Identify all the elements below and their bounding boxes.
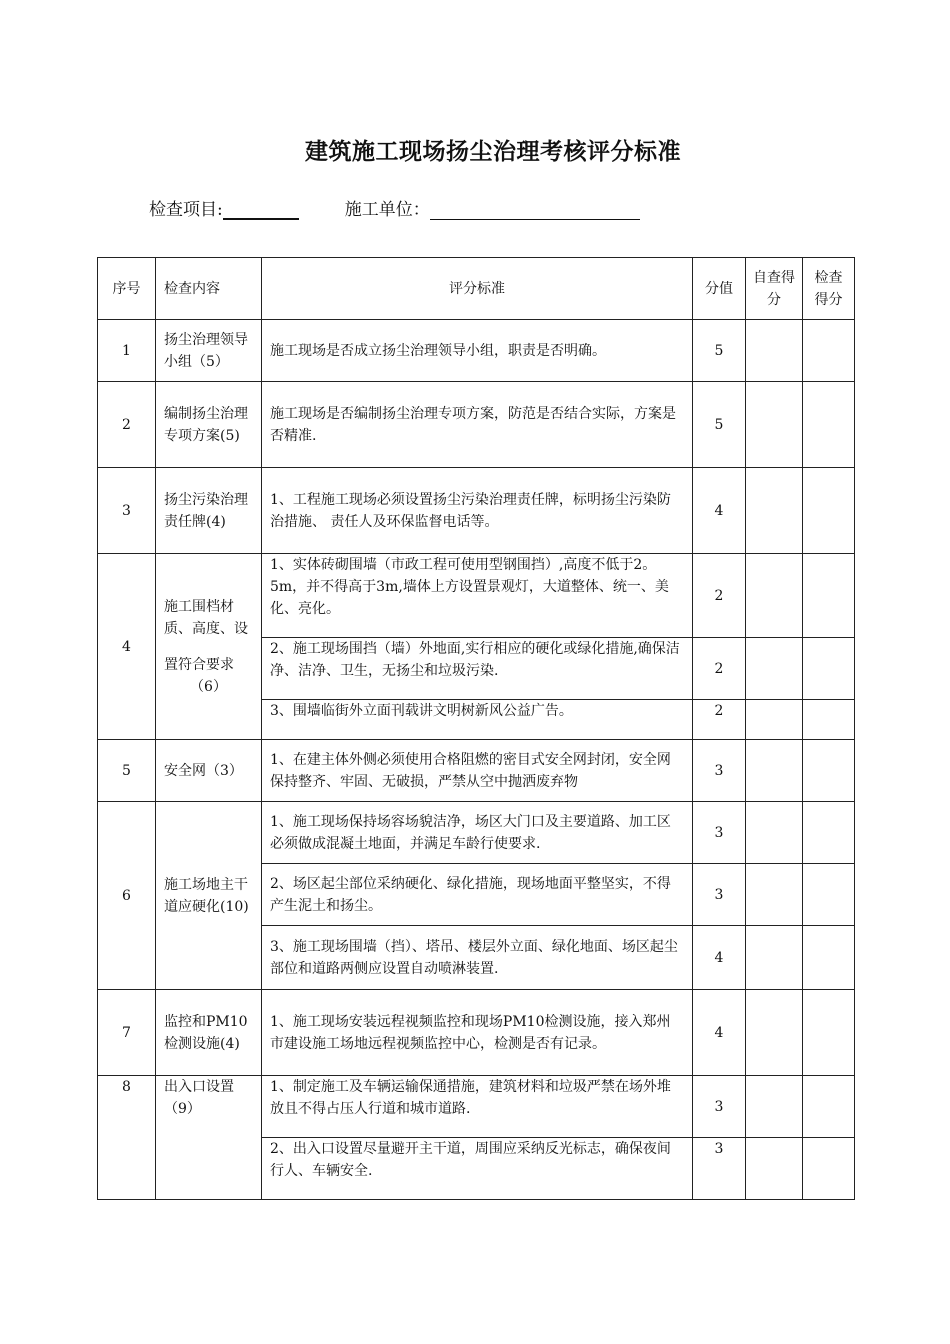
table-row [98, 990, 855, 1076]
table-row [98, 740, 855, 802]
self-score-cell[interactable] [746, 864, 803, 926]
row-no: 1 [98, 320, 156, 382]
scoring-table [97, 257, 855, 1200]
page-title: 建筑施工现场扬尘治理考核评分标准 [305, 139, 681, 165]
check-score-cell[interactable] [803, 468, 855, 554]
check-score-cell[interactable] [803, 864, 855, 926]
check-score-cell[interactable] [803, 700, 855, 740]
check-score-cell[interactable] [803, 990, 855, 1076]
row-standard: 施工现场是否成立扬尘治理领导小组，职责是否明确。 [262, 320, 693, 382]
row-no: 2 [98, 382, 156, 468]
self-score-cell[interactable] [746, 802, 803, 864]
project-blank[interactable] [223, 200, 299, 220]
row-content-line: 置符合要求 [164, 656, 234, 673]
check-score-cell[interactable] [803, 1138, 855, 1200]
row-score: 5 [693, 320, 746, 382]
row-score: 2 [693, 554, 746, 638]
row-score: 4 [693, 468, 746, 554]
header-self: 自查得分 [746, 258, 803, 320]
self-score-cell[interactable] [746, 926, 803, 990]
unit-label: 施工单位： [344, 200, 430, 220]
row-standard: 3、施工现场围墙（挡）、塔吊、楼层外立面、绿化地面、场区起尘部位和道路两侧应设置自动喷淋装置. [262, 926, 693, 990]
self-score-cell[interactable] [746, 554, 803, 638]
row-standard: 1、施工现场保持场容场貌洁净，场区大门口及主要道路、加工区必须做成混凝土地面，并满足车龄行使要求. [262, 802, 693, 864]
row-standard: 施工现场是否编制扬尘治理专项方案，防范是否结合实际，方案是否精准. [262, 382, 693, 468]
row-standard: 1、施工现场安装远程视频监控和现场PM10检测设施，接入郑州市建设施工场地远程视频监控中心，检测是否有记录。 [262, 990, 693, 1076]
check-score-cell[interactable] [803, 638, 855, 700]
row-standard: 2、施工现场围挡（墙）外地面,实行相应的硬化或绿化措施,确保洁净、洁净、卫生，无扬尘和垃圾污染. [262, 638, 693, 700]
row-content: 扬尘治理领导小组（5） [156, 320, 262, 382]
row-score: 3 [693, 740, 746, 802]
row-score: 3 [693, 864, 746, 926]
header-score: 分值 [693, 258, 746, 320]
check-score-cell[interactable] [803, 740, 855, 802]
row-standard: 1、制定施工及车辆运输保通措施，建筑材料和垃圾严禁在场外堆放且不得占压人行道和城市道路. [262, 1076, 693, 1138]
self-score-cell[interactable] [746, 700, 803, 740]
row-no: 6 [98, 802, 156, 990]
check-score-cell[interactable] [803, 320, 855, 382]
row-standard: 1、在建主体外侧必须使用合格阻燃的密目式安全网封闭，安全网保持整齐、牢固、无破损，严禁从空中抛洒废弃物 [262, 740, 693, 802]
table-row [98, 802, 855, 864]
row-content-line: （6） [190, 678, 227, 695]
row-standard: 2、场区起尘部位采纳硬化、绿化措施，现场地面平整坚实，不得产生泥土和扬尘。 [262, 864, 693, 926]
table-row [98, 320, 855, 382]
row-content: 安全网（3） [156, 740, 262, 802]
row-score: 4 [693, 926, 746, 990]
row-score: 3 [693, 802, 746, 864]
row-no: 3 [98, 468, 156, 554]
row-content: 监控和PM10检测设施(4) [156, 990, 262, 1076]
row-standard: 1、工程施工现场必须设置扬尘污染治理责任牌，标明扬尘污染防治措施、 责任人及环保监督电话等。 [262, 468, 693, 554]
row-score: 3 [693, 1076, 746, 1138]
project-label: 检查项目: [149, 200, 223, 220]
self-score-cell[interactable] [746, 990, 803, 1076]
table-row [98, 554, 855, 638]
table-row [98, 1076, 855, 1138]
row-content: 扬尘污染治理责任牌(4) [156, 468, 262, 554]
self-score-cell[interactable] [746, 740, 803, 802]
unit-blank[interactable] [430, 201, 640, 220]
table-header-row [98, 258, 855, 320]
check-score-cell[interactable] [803, 382, 855, 468]
header-check: 检查得分 [803, 258, 855, 320]
row-standard: 3、围墙临街外立面刊载讲文明树新风公益广告。 [262, 700, 693, 740]
self-score-cell[interactable] [746, 1138, 803, 1200]
inspection-header [149, 195, 640, 220]
row-content: 施工场地主干道应硬化(10) [156, 802, 262, 990]
row-content-line: 施工围档材质、高度、设 [164, 598, 248, 637]
row-no: 5 [98, 740, 156, 802]
check-score-cell[interactable] [803, 554, 855, 638]
row-standard: 1、实体砖砌围墙（市政工程可使用型钢围挡）,高度不低于2。5m，并不得高于3m,墙体上方设置景观灯，大道整体、统一、美化、亮化。 [262, 554, 693, 638]
self-score-cell[interactable] [746, 320, 803, 382]
row-score: 2 [693, 638, 746, 700]
row-score: 2 [693, 700, 746, 740]
row-content [156, 554, 262, 740]
check-score-cell[interactable] [803, 1076, 855, 1138]
check-score-cell[interactable] [803, 926, 855, 990]
table-row [98, 468, 855, 554]
row-no: 7 [98, 990, 156, 1076]
header-standard: 评分标准 [262, 258, 693, 320]
row-standard: 2、出入口设置尽量避开主干道，周围应采纳反光标志，确保夜间行人、车辆安全. [262, 1138, 693, 1200]
check-score-cell[interactable] [803, 802, 855, 864]
row-no: 4 [98, 554, 156, 740]
row-content: 编制扬尘治理专项方案(5) [156, 382, 262, 468]
header-no: 序号 [98, 258, 156, 320]
self-score-cell[interactable] [746, 382, 803, 468]
row-content: 出入口设置（9） [156, 1076, 262, 1200]
row-score: 3 [693, 1138, 746, 1200]
self-score-cell[interactable] [746, 468, 803, 554]
row-score: 4 [693, 990, 746, 1076]
self-score-cell[interactable] [746, 1076, 803, 1138]
self-score-cell[interactable] [746, 638, 803, 700]
table-row [98, 382, 855, 468]
header-content: 检查内容 [156, 258, 262, 320]
row-no: 8 [98, 1076, 156, 1200]
row-score: 5 [693, 382, 746, 468]
